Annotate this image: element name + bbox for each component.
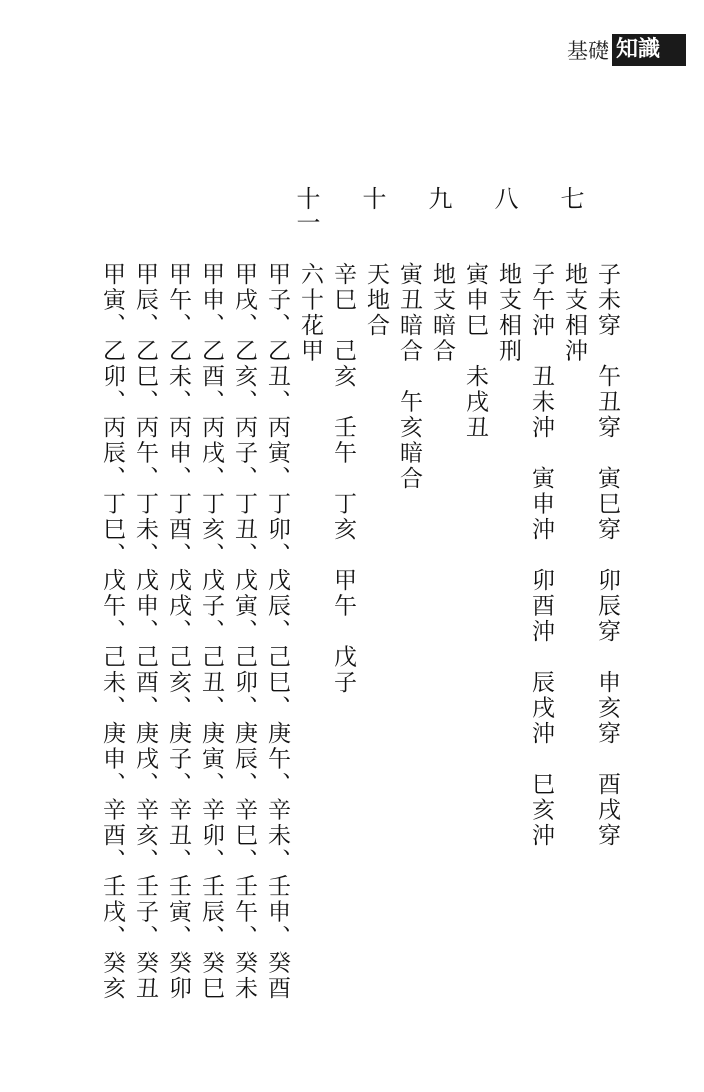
text-column-jiazi-4: 甲午、乙未、丙申、丁酉、戊戌、己亥、庚子、辛丑、壬寅、癸卯 <box>165 262 191 1002</box>
text-column-11-2: 辛巳 己亥 壬午 丁亥 甲午 戊子 <box>330 262 356 696</box>
text-column-8-1: 地支相沖 <box>561 262 587 364</box>
page-header <box>567 34 686 66</box>
text-column-jiazi-2: 甲戌、乙亥、丙子、丁丑、戊寅、己卯、庚辰、辛巳、壬午、癸未 <box>231 262 257 1002</box>
text-column-jiazi-1: 甲子、乙丑、丙寅、丁卯、戊辰、己巳、庚午、辛未、壬申、癸酉 <box>264 262 290 1002</box>
text-column-jiazi-5: 甲辰、乙巳、丙午、丁未、戊申、己酉、庚戌、辛亥、壬子、癸丑 <box>132 262 158 1002</box>
text-column-9-2: 寅申巳 未戌丑 <box>462 262 488 441</box>
text-column-11-1: 天地合 <box>363 262 389 339</box>
text-column-9-1: 地支相刑 <box>495 262 521 364</box>
header-label-highlight: 知識 <box>612 34 686 66</box>
text-column-jiazi-3: 甲申、乙酉、丙戌、丁亥、戊子、己丑、庚寅、辛卯、壬辰、癸巳 <box>198 262 224 1002</box>
section-number-7: 七 <box>556 186 584 210</box>
text-column-10-1: 地支暗合 <box>429 262 455 364</box>
section-number-11: 十一 <box>292 186 320 234</box>
section-number-8: 八 <box>490 186 518 210</box>
text-column-jiazi-title: 六十花甲 <box>297 262 323 364</box>
header-label: 基礎 <box>566 39 609 63</box>
text-column-jiazi-6: 甲寅、乙卯、丙辰、丁巳、戊午、己未、庚申、辛酉、壬戌、癸亥 <box>99 262 125 1002</box>
text-column-8-2: 子午沖 丑未沖 寅申沖 卯酉沖 辰戌沖 巳亥沖 <box>528 262 554 849</box>
section-number-9: 九 <box>424 186 452 210</box>
text-column-10-2: 寅丑暗合 午亥暗合 <box>396 262 422 492</box>
section-number-10: 十 <box>358 186 386 210</box>
text-column-7-1: 子未穿 午丑穿 寅巳穿 卯辰穿 申亥穿 酉戌穿 <box>594 262 620 849</box>
